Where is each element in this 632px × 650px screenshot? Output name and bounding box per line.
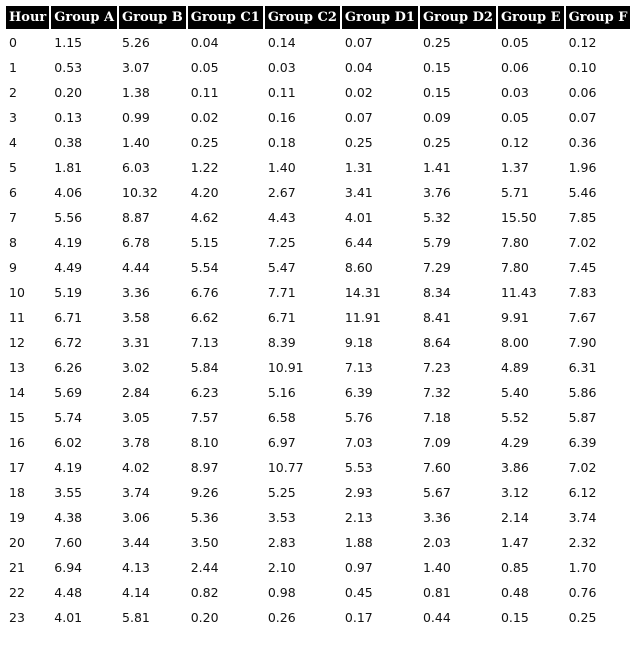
hour-cell: 19 <box>9 510 25 525</box>
value-cell: 2.83 <box>267 535 296 550</box>
value-cell: 0.38 <box>54 135 83 150</box>
value-cell: 0.99 <box>122 110 150 125</box>
hour-cell: 20 <box>9 535 25 550</box>
value-cell: 0.02 <box>190 110 219 125</box>
hour-cell: 3 <box>9 110 17 125</box>
value-cell: 4.01 <box>344 210 373 225</box>
value-cell: 6.39 <box>568 435 597 450</box>
value-cell: 0.48 <box>500 585 529 600</box>
value-cell: 7.13 <box>190 335 219 350</box>
hour-cell: 13 <box>9 360 25 375</box>
value-cell: 3.74 <box>122 485 150 500</box>
value-cell: 1.41 <box>422 160 451 175</box>
value-cell: 7.13 <box>344 360 373 375</box>
value-cell: 0.45 <box>344 585 373 600</box>
value-cell: 0.81 <box>422 585 451 600</box>
hour-cell: 18 <box>9 485 25 500</box>
value-cell: 1.40 <box>267 160 296 175</box>
value-cell: 0.26 <box>267 610 296 625</box>
value-cell: 0.07 <box>568 110 597 125</box>
value-cell: 7.18 <box>422 410 451 425</box>
value-cell: 5.86 <box>568 385 597 400</box>
table-row <box>6 256 630 279</box>
value-cell: 2.03 <box>422 535 451 550</box>
value-cell: 0.53 <box>54 60 83 75</box>
value-cell: 1.88 <box>344 535 373 550</box>
value-cell: 5.69 <box>54 385 83 400</box>
value-cell: 5.52 <box>500 410 529 425</box>
value-cell: 6.03 <box>122 160 150 175</box>
value-cell: 0.25 <box>190 135 219 150</box>
value-cell: 3.36 <box>122 285 150 300</box>
table-row <box>6 131 630 154</box>
value-cell: 0.25 <box>568 610 597 625</box>
value-cell: 1.40 <box>122 135 150 150</box>
value-cell: 4.13 <box>122 560 150 575</box>
value-cell: 8.87 <box>122 210 150 225</box>
table-row <box>6 31 630 54</box>
value-cell: 5.15 <box>190 235 219 250</box>
header-row <box>6 6 630 29</box>
value-cell: 4.29 <box>500 435 529 450</box>
value-cell: 4.89 <box>500 360 529 375</box>
value-cell: 0.44 <box>422 610 451 625</box>
table-row <box>6 356 630 379</box>
table-row <box>6 306 630 329</box>
value-cell: 3.76 <box>422 185 451 200</box>
value-cell: 7.83 <box>568 285 597 300</box>
value-cell: 0.05 <box>190 60 219 75</box>
value-cell: 0.82 <box>190 585 219 600</box>
table-row <box>6 381 630 404</box>
value-cell: 6.94 <box>54 560 83 575</box>
value-cell: 2.13 <box>344 510 373 525</box>
value-cell: 5.84 <box>190 360 219 375</box>
value-cell: 0.97 <box>344 560 373 575</box>
column-header-group-d1: Group D1 <box>342 6 418 29</box>
value-cell: 3.55 <box>54 485 83 500</box>
value-cell: 0.18 <box>267 135 296 150</box>
value-cell: 7.29 <box>422 260 451 275</box>
value-cell: 4.14 <box>122 585 150 600</box>
value-cell: 7.57 <box>190 410 219 425</box>
value-cell: 2.14 <box>500 510 529 525</box>
value-cell: 0.13 <box>54 110 83 125</box>
table-row <box>6 106 630 129</box>
value-cell: 1.47 <box>500 535 529 550</box>
hour-cell: 23 <box>9 610 25 625</box>
value-cell: 11.91 <box>344 310 381 325</box>
value-cell: 0.06 <box>500 60 529 75</box>
value-cell: 0.12 <box>500 135 529 150</box>
value-cell: 1.31 <box>344 160 373 175</box>
value-cell: 0.16 <box>267 110 296 125</box>
value-cell: 7.80 <box>500 260 529 275</box>
column-header-group-e: Group E <box>498 6 564 29</box>
table-row <box>6 556 630 579</box>
value-cell: 0.09 <box>422 110 451 125</box>
value-cell: 9.26 <box>190 485 219 500</box>
value-cell: 4.19 <box>54 460 83 475</box>
value-cell: 6.31 <box>568 360 597 375</box>
value-cell: 3.02 <box>122 360 150 375</box>
hour-cell: 6 <box>9 185 17 200</box>
table-row <box>6 231 630 254</box>
value-cell: 4.01 <box>54 610 83 625</box>
value-cell: 1.22 <box>190 160 219 175</box>
value-cell: 3.86 <box>500 460 529 475</box>
column-header-group-a: Group A <box>51 6 117 29</box>
value-cell: 6.23 <box>190 385 219 400</box>
value-cell: 3.05 <box>122 410 150 425</box>
value-cell: 0.14 <box>267 35 296 50</box>
value-cell: 0.25 <box>422 135 451 150</box>
value-cell: 0.36 <box>568 135 597 150</box>
table-row <box>6 506 630 529</box>
value-cell: 2.67 <box>267 185 296 200</box>
value-cell: 7.85 <box>568 210 597 225</box>
value-cell: 6.72 <box>54 335 83 350</box>
value-cell: 8.41 <box>422 310 451 325</box>
value-cell: 0.25 <box>344 135 373 150</box>
value-cell: 0.10 <box>568 60 597 75</box>
value-cell: 7.60 <box>54 535 83 550</box>
value-cell: 3.50 <box>190 535 219 550</box>
hour-cell: 9 <box>9 260 17 275</box>
value-cell: 4.62 <box>190 210 219 225</box>
value-cell: 0.11 <box>190 85 219 100</box>
value-cell: 0.85 <box>500 560 529 575</box>
value-cell: 5.19 <box>54 285 83 300</box>
value-cell: 5.74 <box>54 410 83 425</box>
value-cell: 0.20 <box>54 85 83 100</box>
value-cell: 14.31 <box>344 285 381 300</box>
value-cell: 5.25 <box>267 485 296 500</box>
value-cell: 2.10 <box>267 560 296 575</box>
value-cell: 8.34 <box>422 285 451 300</box>
value-cell: 0.05 <box>500 35 529 50</box>
hour-cell: 16 <box>9 435 25 450</box>
value-cell: 1.38 <box>122 85 150 100</box>
value-cell: 10.77 <box>267 460 304 475</box>
value-cell: 5.56 <box>54 210 83 225</box>
value-cell: 2.84 <box>122 385 150 400</box>
value-cell: 0.15 <box>500 610 529 625</box>
value-cell: 0.05 <box>500 110 529 125</box>
value-cell: 3.06 <box>122 510 150 525</box>
value-cell: 4.06 <box>54 185 83 200</box>
value-cell: 0.25 <box>422 35 451 50</box>
value-cell: 0.03 <box>500 85 529 100</box>
table-row <box>6 331 630 354</box>
value-cell: 0.02 <box>344 85 373 100</box>
value-cell: 7.02 <box>568 460 597 475</box>
value-cell: 3.12 <box>500 485 529 500</box>
value-cell: 0.03 <box>267 60 296 75</box>
value-cell: 5.26 <box>122 35 150 50</box>
value-cell: 7.67 <box>568 310 597 325</box>
column-header-group-d2: Group D2 <box>420 6 496 29</box>
value-cell: 3.07 <box>122 60 150 75</box>
hour-cell: 7 <box>9 210 17 225</box>
value-cell: 8.00 <box>500 335 529 350</box>
value-cell: 6.12 <box>568 485 597 500</box>
value-cell: 5.81 <box>122 610 150 625</box>
table-row <box>6 281 630 304</box>
value-cell: 3.41 <box>344 185 373 200</box>
value-cell: 4.20 <box>190 185 219 200</box>
value-cell: 0.15 <box>422 60 451 75</box>
value-cell: 3.78 <box>122 435 150 450</box>
value-cell: 11.43 <box>500 285 537 300</box>
value-cell: 7.03 <box>344 435 373 450</box>
value-cell: 0.76 <box>568 585 597 600</box>
value-cell: 0.06 <box>568 85 597 100</box>
value-cell: 7.25 <box>267 235 296 250</box>
hour-cell: 2 <box>9 85 17 100</box>
hour-cell: 12 <box>9 335 25 350</box>
value-cell: 1.40 <box>422 560 451 575</box>
value-cell: 0.20 <box>190 610 219 625</box>
hour-cell: 1 <box>9 60 17 75</box>
table-header <box>6 6 630 29</box>
table-row <box>6 581 630 604</box>
hour-cell: 22 <box>9 585 25 600</box>
value-cell: 1.81 <box>54 160 83 175</box>
value-cell: 0.04 <box>190 35 219 50</box>
value-cell: 1.96 <box>568 160 597 175</box>
value-cell: 5.79 <box>422 235 451 250</box>
value-cell: 7.32 <box>422 385 451 400</box>
value-cell: 6.78 <box>122 235 150 250</box>
value-cell: 4.48 <box>54 585 83 600</box>
value-cell: 0.07 <box>344 110 373 125</box>
value-cell: 5.46 <box>568 185 597 200</box>
value-cell: 9.18 <box>344 335 373 350</box>
value-cell: 7.23 <box>422 360 451 375</box>
table-row <box>6 56 630 79</box>
value-cell: 8.64 <box>422 335 451 350</box>
value-cell: 6.71 <box>267 310 296 325</box>
table-row <box>6 81 630 104</box>
value-cell: 2.32 <box>568 535 597 550</box>
value-cell: 4.44 <box>122 260 150 275</box>
hour-cell: 17 <box>9 460 25 475</box>
value-cell: 0.98 <box>267 585 296 600</box>
value-cell: 3.44 <box>122 535 150 550</box>
hour-cell: 15 <box>9 410 25 425</box>
value-cell: 5.71 <box>500 185 529 200</box>
table-row <box>6 406 630 429</box>
value-cell: 1.37 <box>500 160 529 175</box>
value-cell: 0.11 <box>267 85 296 100</box>
value-cell: 4.19 <box>54 235 83 250</box>
value-cell: 5.53 <box>344 460 373 475</box>
value-cell: 0.17 <box>344 610 373 625</box>
value-cell: 6.71 <box>54 310 83 325</box>
value-cell: 4.38 <box>54 510 83 525</box>
column-header-group-f: Group F <box>566 6 631 29</box>
hour-cell: 10 <box>9 285 25 300</box>
value-cell: 6.76 <box>190 285 219 300</box>
table-row <box>6 456 630 479</box>
value-cell: 7.90 <box>568 335 597 350</box>
hour-cell: 0 <box>9 35 17 50</box>
value-cell: 5.87 <box>568 410 597 425</box>
value-cell: 10.91 <box>267 360 304 375</box>
value-cell: 6.02 <box>54 435 83 450</box>
value-cell: 7.09 <box>422 435 451 450</box>
value-cell: 7.71 <box>267 285 296 300</box>
value-cell: 10.32 <box>122 185 158 200</box>
value-cell: 6.44 <box>344 235 373 250</box>
value-cell: 9.91 <box>500 310 529 325</box>
value-cell: 7.02 <box>568 235 597 250</box>
value-cell: 5.36 <box>190 510 219 525</box>
hour-cell: 21 <box>9 560 25 575</box>
value-cell: 6.97 <box>267 435 296 450</box>
table-row <box>6 206 630 229</box>
value-cell: 0.07 <box>344 35 373 50</box>
value-cell: 3.53 <box>267 510 296 525</box>
value-cell: 3.31 <box>122 335 150 350</box>
value-cell: 8.39 <box>267 335 296 350</box>
value-cell: 6.39 <box>344 385 373 400</box>
column-header-group-c1: Group C1 <box>188 6 263 29</box>
hour-cell: 11 <box>9 310 25 325</box>
value-cell: 4.49 <box>54 260 83 275</box>
value-cell: 6.62 <box>190 310 219 325</box>
value-cell: 0.12 <box>568 35 597 50</box>
value-cell: 6.26 <box>54 360 83 375</box>
value-cell: 8.60 <box>344 260 373 275</box>
value-cell: 5.40 <box>500 385 529 400</box>
value-cell: 3.36 <box>422 510 451 525</box>
hour-cell: 14 <box>9 385 25 400</box>
value-cell: 0.04 <box>344 60 373 75</box>
hour-cell: 5 <box>9 160 17 175</box>
value-cell: 5.76 <box>344 410 373 425</box>
value-cell: 4.02 <box>122 460 150 475</box>
value-cell: 8.10 <box>190 435 219 450</box>
table-row <box>6 606 630 629</box>
value-cell: 0.15 <box>422 85 451 100</box>
table-row <box>6 181 630 204</box>
column-header-group-c2: Group C2 <box>265 6 340 29</box>
data-table <box>4 4 632 631</box>
value-cell: 2.44 <box>190 560 219 575</box>
value-cell: 3.74 <box>568 510 597 525</box>
value-cell: 5.16 <box>267 385 296 400</box>
value-cell: 15.50 <box>500 210 537 225</box>
value-cell: 6.58 <box>267 410 296 425</box>
value-cell: 5.32 <box>422 210 451 225</box>
table-row <box>6 431 630 454</box>
table-row <box>6 481 630 504</box>
value-cell: 7.60 <box>422 460 451 475</box>
hour-cell: 8 <box>9 235 17 250</box>
value-cell: 3.58 <box>122 310 150 325</box>
value-cell: 5.54 <box>190 260 219 275</box>
value-cell: 4.43 <box>267 210 296 225</box>
table-body <box>6 31 630 629</box>
value-cell: 2.93 <box>344 485 373 500</box>
value-cell: 1.70 <box>568 560 597 575</box>
hour-cell: 4 <box>9 135 17 150</box>
value-cell: 5.67 <box>422 485 451 500</box>
column-header-hour: Hour <box>6 6 49 29</box>
value-cell: 7.45 <box>568 260 597 275</box>
value-cell: 5.47 <box>267 260 296 275</box>
value-cell: 7.80 <box>500 235 529 250</box>
table-row <box>6 156 630 179</box>
value-cell: 1.15 <box>54 35 83 50</box>
table-row <box>6 531 630 554</box>
column-header-group-b: Group B <box>119 6 186 29</box>
value-cell: 8.97 <box>190 460 219 475</box>
